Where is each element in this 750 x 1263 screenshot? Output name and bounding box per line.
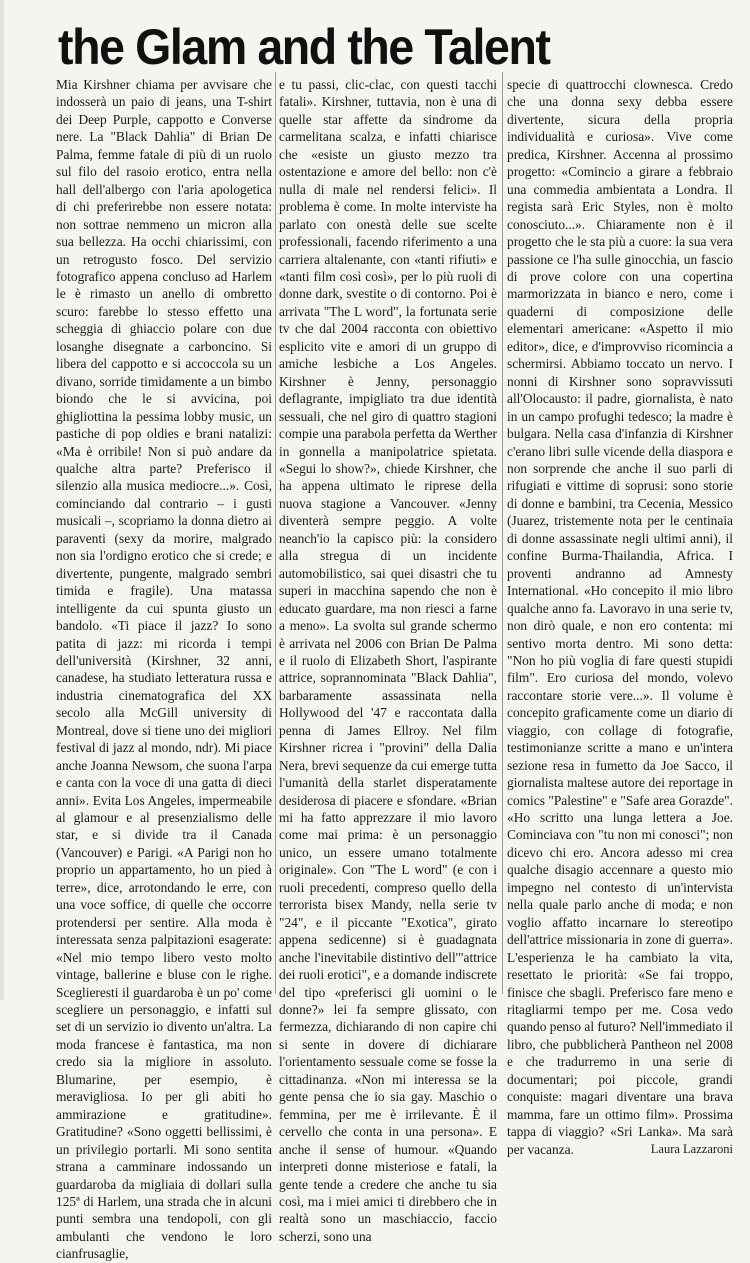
column-text-body: specie di quattrocchi clownesca. Credo che una donna sexy debba essere divertente, sicura della propria individualità e curiosa». Vive come predica, Kirshner. Accenna al prossimo progetto: «Comincio a girare a febbraio una commedia ambientata a Londra. Il regista sarà Eric Styles, non è molto conosciuto...». Chiaramente non è il progetto che le sta più a cuore: la sua vera passione ce l'ha sulle ginocchia, un fascio di prove colore con una copertina marmorizzata in bianco e nero, come i quaderni di composizione delle elementari americane: «Aspetto il mio editor», dice, e d'improvviso ricomincia a schermirsi. Abbiamo toccato un nervo. I nonni di Kirshner sono sopravvissuti all'Olocausto: il padre, giornalista, è nato in un campo profughi tedesco; la madre è bulgara. Nella casa d'infanzia di Kirshner c'erano libri sulle vicende della diaspora e non sorprende che anche il suo parli di rifugiati e vittime di soprusi: sono storie di donne e bambini, tra Cecenia, Messico (Juarez, tristemente nota per le centinaia di donne assassinate negli ultimi anni), il confine Burma-Thailandia, Africa. I proventi andranno ad Amnesty International. «Ho concepito il mio libro qualche anno fa. Lavoravo in una serie tv, non dirò quale, e non ero contenta: mi sentivo morta dentro. Mi sono detta: "Non ho più voglia di fare questi stupidi film". Ero curiosa del mondo, volevo raccontare storie vere...». Il volume è concepito graficamente come un diario di viaggio, con collage di fotografie, testimonianze scritte a mano e un'intera sezione resa in fumetto da Joe Sacco, il giornalista maltese autore dei reportage in comics "Palestine" e "Safe area Gorazde". «Ho scritto una lunga lettera a Joe. Cominciava con "tu non mi conosci"; non dicevo chi ero. Ancora adesso mi crea qualche disagio accennare a questo mio impegno nel contesto di un'intervista nella quale parlo anche di moda; e non voglio affatto incarnare lo stereotipo dell'attrice missionaria in zone di guerra». L'esperienza le ha cambiato la vita, resettato le priorità: «Se fai troppo, finisce che sbagli. Preferisco fare meno e ritagliarmi tempo per me. Cosa vedo quando penso al futuro? Nell'immediato il libro, che pubblicherà Pantheon nel 2008 e che tradurremo in una serie di documentari; poi piccole, grandi conquiste: magari diventare una brava mamma, fare un ottimo film». Prossima tappa di viaggio? «Sri Lanka». Ma sarà per vacanza. [507,77,733,1157]
column-divider [275,72,276,994]
column-divider [502,72,503,994]
article-column-3 [507,76,733,1157]
article-column-2 [279,76,497,1244]
article-column-1 [56,76,272,1262]
column-text: Mia Kirshner chiama per avvisare che indosserà un paio di jeans, una T-shirt dei Deep Purple, cappotto e Converse nere. La "Black Dahlia" di Brian De Palma, femme fatale di più di un ruolo sul filo del rasoio erotico, entra nella hall dell'albergo con l'aria apologetica di chi preferirebbe non essere notata: non sottrae nemmeno un micron alla sua bellezza. Ha occhi chiarissimi, con un retrogusto fosco. Del servizio fotografico appena concluso ad Harlem le è rimasto un anello di ombretto scuro: farebbe lo stesso effetto una scheggia di ghiaccio polare con due losanghe disegnate a carboncino. Si libera del cappotto e si accoccola su un divano, sorride timidamente a un bimbo biondo che le si avvicina, poi ghigliottina la pessima lobby music, un pastiche di pop oldies e brani natalizi: «Ma è orribile! Non si può andare da qualche altra parte? Preferisco il silenzio alla musica mediocre...». Così, cominciando dal contrario – i gusti musicali –, scopriamo la donna dietro ai paraventi (sexy da morire, malgrado non sia l'ordigno erotico che si crede; e divertente, pungente, malgrado sembri timida e fragile). Una matassa intelligente da cui spunta giusto un bandolo. «Ti piace il jazz? Io sono patita di jazz: mi ricorda i tempi dell'università (Kirshner, 32 anni, canadese, ha studiato letteratura russa e industria cinematografica del XX secolo alla McGill university di Montreal, dove si tiene uno dei migliori festival di jazz al mondo, ndr). Mi piace anche Joanna Newsom, che suona l'arpa e canta con la voce di una gatta di dieci anni». Evita Los Angeles, impermeabile al glamour e al presenzialismo delle star, e si divide tra il Canada (Vancouver) e Parigi. «A Parigi non ho proprio un appartamento, ho un pied à terre», dice, arrotondando le erre, con una voce soffice, di quelle che occorre protendersi per sentire. Alla moda è interessata senza palpitazioni esagerate: «Nel mio tempo libero vesto molto vintage, ballerine e bluse con le righe. Sceglieresti il guardaroba è un po' come scegliere un personaggio, e infatti sul set di un servizio io divento un'altra. La moda francese è fantastica, ma non credo sia la migliore in assoluto. Blumarine, per esempio, è meravigliosa. Io per gli abiti ho ammirazione e gratitudine». Gratitudine? «Sono oggetti bellissimi, è un privilegio portarli. Mi sono sentita strana a camminare indossando un guardaroba da migliaia di dollari sulla 125ª di Harlem, una strada che in alcuni punti sembra una tendopoli, con gli ambulanti che vendono le loro cianfrusaglie, [56,77,272,1262]
column-text: e tu passi, clic-clac, con questi tacchi fatali». Kirshner, tuttavia, non è una di quelle star affette da sindrome da carmelitana scalza, e infatti chiarisce che «esiste un giusto mezzo tra ostentazione e amore del bello: non c'è nulla di male nel rendersi felici». Il problema è come. In molte interviste ha parlato con onestà delle sue scelte professionali, facendo riferimento a una carriera altalenante, con «tanti rifiuti» e «tanti film così così», per lo più ruoli di donne dark, svestite o di contorno. Poi è arrivata "The L word", la fortunata serie tv che dal 2004 racconta con obiettivo esplicito vite e amori di un gruppo di amiche lesbiche a Los Angeles. Kirshner è Jenny, personaggio deflagrante, impigliato tra due identità sessuali, che nel giro di quattro stagioni compie una parabola perfetta da Werther in gonnella a manipolatrice spietata. «Segui lo show?», chiede Kirshner, che ha appena ultimato le riprese della nuova stagione a Vancouver. «Jenny diventerà sempre peggio. A volte neanch'io la capisco più: la considero alla stregua di un incidente automobilistico, sai quei disastri che tu superi in macchina sapendo che non è educato guardare, ma non riesci a farne a meno». La svolta sul grande schermo è arrivata nel 2006 con Brian De Palma e il ruolo di Elizabeth Short, l'aspirante attrice, soprannominata "Black Dahlia", barbaramente assassinata nella Hollywood del '47 e raccontata dalla penna di James Ellroy. Nel film Kirshner ricrea i "provini" della Dalia Nera, brevi sequenze da cui emerge tutta l'umanità della starlet disperatamente desiderosa di piacere e sfondare. «Brian mi ha fatto apprezzare il mio lavoro come mai prima: è un personaggio unico, un essere umano totalmente originale». Con "The L word" (e con i ruoli precedenti, compreso quello della terrorista bisex Mandy, nella serie tv "24", e il piccante "Exotica", giratо appena sedicenne) si è guadagnata anche l'inevitabile distintivo dell'"attrice dei ruoli erotici", e a domande indiscrete del tipo «preferisci gli uomini o le donne?» lei fa sempre glissato, con fermezza, dichiarando di non capire chi si sente in dovere di dichiarare l'orientamento sessuale come se fosse la cittadinanza. «Non mi interessa se la gente pensa che io sia gay. Maschio o femmina, per me è irrilevante. È il cervello che conta in una persona». E anche il sense of humour. «Quando interpreti donne misteriose e fatali, la gente tende a credere che anche tu sia così, ma i miei amici ti direbbero che in realtà sono un maschiaccio, faccio scherzi, sono una [279,77,497,1244]
column-text [507,76,733,1158]
page-edge [0,0,4,1000]
article-headline: the Glam and the Talent [58,19,550,75]
author-byline: Laura Lazzaroni [650,1141,733,1156]
